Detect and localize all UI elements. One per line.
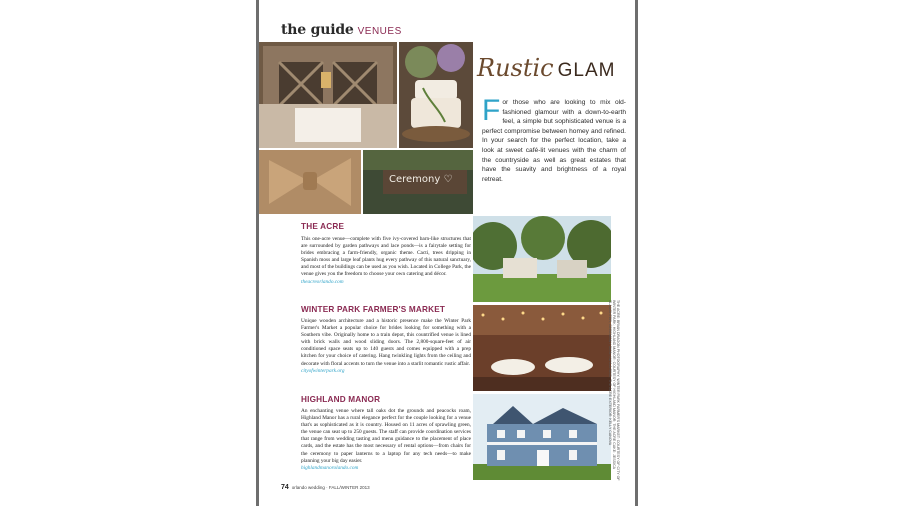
venue-link-highland-manor[interactable]: highlandmanorolando.com bbox=[301, 464, 359, 471]
venue-body-the-acre: This one-acre venue—complete with five ivy-covered barn-like structures that are surrounded by garden pathways and lace ponds—is a fairytale setting for brides embracing a farm-friendly, organic theme. Cacti, trees dripping in Spanish moss and large leaf plants hug every pathway of this natural sanctuary, and most of the buildings can be used as you wish. Located in College Park, the venue gives you the freedom to choose your own catering and décor. theacreorlando.com bbox=[301, 236, 471, 285]
page-number: 74 bbox=[281, 484, 289, 491]
the-acre-exterior-photo bbox=[473, 216, 611, 302]
wedding-cake-photo bbox=[399, 42, 473, 148]
burlap-bow-photo bbox=[259, 150, 361, 214]
venue-title-winter-park: WINTER PARK FARMER'S MARKET bbox=[301, 305, 446, 314]
venue-body-winter-park: Unique wooden architecture and a historic presence make the Winter Park Farmer's Market a popular choice for brides looking for something with a Southern vibe. Originally home to a train depot, this countrified venue is lined with brick walls and wood sliding doors. The 2,800-square-feet of air conditioned space seats up to 140 guests and comes equipped with a prep kitchen for your choice of catering. Hang twinkling lights from the ceiling and decorate with floral accents to turn the venue into a starlit romantic rustic affair. cityofwinterpark.org bbox=[301, 318, 471, 374]
barn-interior-photo bbox=[259, 42, 397, 148]
page-footer bbox=[281, 484, 370, 491]
intro-paragraph bbox=[482, 94, 626, 184]
venue-link-the-acre[interactable]: theacreorlando.com bbox=[301, 278, 344, 285]
winter-park-interior-photo bbox=[473, 305, 611, 391]
publication-name: orlando wedding · FALL/WINTER 2013 bbox=[291, 485, 370, 490]
page-header bbox=[281, 22, 402, 40]
ceremony-sign-text: Ceremony ♡ bbox=[389, 174, 453, 185]
title-caps: GLAM bbox=[557, 60, 616, 81]
guide-label: the guide bbox=[281, 22, 354, 38]
venue-title-the-acre: THE ACRE bbox=[301, 222, 345, 231]
drop-cap: F bbox=[482, 94, 501, 127]
highland-manor-photo bbox=[473, 394, 611, 480]
magazine-page bbox=[259, 0, 635, 506]
intro-text: or those who are looking to mix old-fashioned glamour with a down-to-earth feel, a simple but sophisticated venue is a perfect compromise between homey and refined. In your search for the perfect location, take a look at sweet café-lit venues with the charm of the countryside as well as great estates that have the suavity and brightness of a royal retreat. bbox=[482, 99, 626, 183]
photo-credit: THE ACRE: BRIAN DRAGON PHOTOGRAPHY; WINTER PARK FARMER'S MARKET: COURTESY OF CITY OF WINTER PARK; HIGHLAND MANOR: COURTESY OF HIGHLAND MANOR; THE ACRE CAKE: JESSICA SLAUGHTER; CEREMONY SIGN: KAYLA REID; THE ACRE EXTERIOR: KELLY CANOVA bbox=[608, 300, 620, 481]
page-right-edge bbox=[635, 0, 638, 506]
feature-title bbox=[477, 54, 615, 82]
section-label: VENUES bbox=[357, 26, 402, 37]
venue-title-highland-manor: HIGHLAND MANOR bbox=[301, 395, 381, 404]
title-script: Rustic bbox=[477, 54, 554, 82]
venue-body-highland-manor: An enchanting venue where tall oaks dot the grounds and peacocks roam, Highland Manor has a rural elegance perfect for the couple looking for a venue that's as sophisticated as it is country. Housed on 11 acres of sprawling green, the venue can seat up to 250 guests. The staff can provide coordination services that range from wedding tasting and menu guidance to the placement of place cards, and the estate has the most necessary of rental options—from chairs for the ceremony to paper lanterns to a laptop for any tech needs—to make planning your big day easier. highlandmanorolando.com bbox=[301, 408, 471, 471]
ceremony-sign-photo bbox=[363, 150, 473, 214]
venue-link-winter-park[interactable]: cityofwinterpark.org bbox=[301, 367, 345, 374]
